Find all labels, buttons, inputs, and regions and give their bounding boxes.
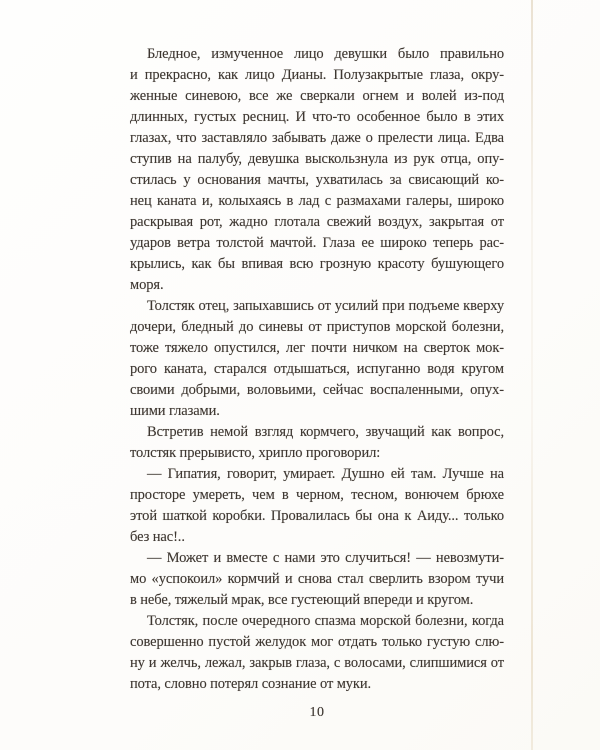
text-line: Толстяк отец, запыхавшись от усилий при подъеме кверху bbox=[147, 298, 504, 314]
text-line: — Гипатия, говорит, умирает. Душно ей там. Лучше на bbox=[147, 466, 504, 482]
text-line: крылись, как бы впивая всю грозную красоту бушующего bbox=[130, 256, 504, 272]
paragraph bbox=[130, 611, 504, 695]
text-line: просторе умереть, чем в черном, тесном, вонючем брюхе bbox=[130, 487, 504, 503]
text-line: без нас!.. bbox=[130, 529, 185, 545]
text-line: моря. bbox=[130, 277, 164, 293]
text-line: ну и желчь, лежал, закрыв глаза, с волосами, слипшимися от bbox=[130, 655, 504, 671]
page-number: 10 bbox=[309, 705, 325, 720]
text-line: шими глазами. bbox=[130, 403, 220, 419]
text-line: Толстяк, после очередного спазма морской болезни, когда bbox=[147, 613, 504, 629]
text-line: совершенно пустой желудок мог отдать только густую слю- bbox=[130, 634, 504, 650]
text-line: Встретив немой взгляд кормчего, звучащий как вопрос, bbox=[147, 424, 504, 440]
paragraph bbox=[130, 44, 504, 296]
text-block bbox=[130, 44, 504, 723]
text-line: дочери, бледный до синевы от приступов морской болезни, bbox=[130, 319, 504, 335]
text-line: Бледное, измученное лицо девушки было правильно bbox=[147, 46, 504, 62]
text-line: длинных, густых ресниц. И что-то особенное было в этих bbox=[130, 109, 504, 125]
text-line: стилась у основания мачты, ухватилась за свисающий ко- bbox=[130, 172, 504, 188]
text-line: нец каната и, колыхаясь в лад с размахами галеры, широко bbox=[130, 193, 504, 209]
paragraph bbox=[130, 296, 504, 422]
paragraph bbox=[130, 422, 504, 464]
text-line: мо «успокоил» кормчий и снова стал сверлить взором тучи bbox=[130, 571, 504, 587]
text-line: женные синевою, все же сверкали огнем и волей из-под bbox=[130, 88, 504, 104]
paragraph bbox=[130, 548, 504, 611]
text-line: пота, словно потерял сознание от муки. bbox=[130, 676, 372, 692]
text-line: рого каната, старался отдышаться, испуганно водя кругом bbox=[130, 361, 504, 377]
text-line: — Может и вместе с нами это случиться! — невозмути- bbox=[147, 550, 504, 566]
text-line: ступив на палубу, девушка выскользнула из рук отца, опу- bbox=[130, 151, 504, 167]
text-line: ударов ветра толстой мачтой. Глаза ее широко теперь рас- bbox=[130, 235, 504, 251]
text-line: и прекрасно, как лицо Дианы. Полузакрытые глаза, окру- bbox=[130, 67, 504, 83]
text-line: в небе, тяжелый мрак, все густеющий впереди и кругом. bbox=[130, 592, 474, 608]
text-line: тоже тяжело опустился, лег почти ничком на сверток мок- bbox=[130, 340, 504, 356]
text-line: своими добрыми, воловьими, сейчас воспаленными, опух- bbox=[130, 382, 504, 398]
text-line: раскрывая рот, жадно глотала свежий воздух, закрытая от bbox=[130, 214, 504, 230]
page-edge-line bbox=[531, 0, 533, 750]
text-line: глазах, что заставляло забывать даже о прелести лица. Едва bbox=[130, 130, 504, 146]
text-line: этой шаткой коробки. Провалилась бы она к Аиду... только bbox=[130, 508, 504, 524]
text-line: толстяк прерывисто, хрипло проговорил: bbox=[130, 445, 381, 461]
paragraph bbox=[130, 464, 504, 548]
